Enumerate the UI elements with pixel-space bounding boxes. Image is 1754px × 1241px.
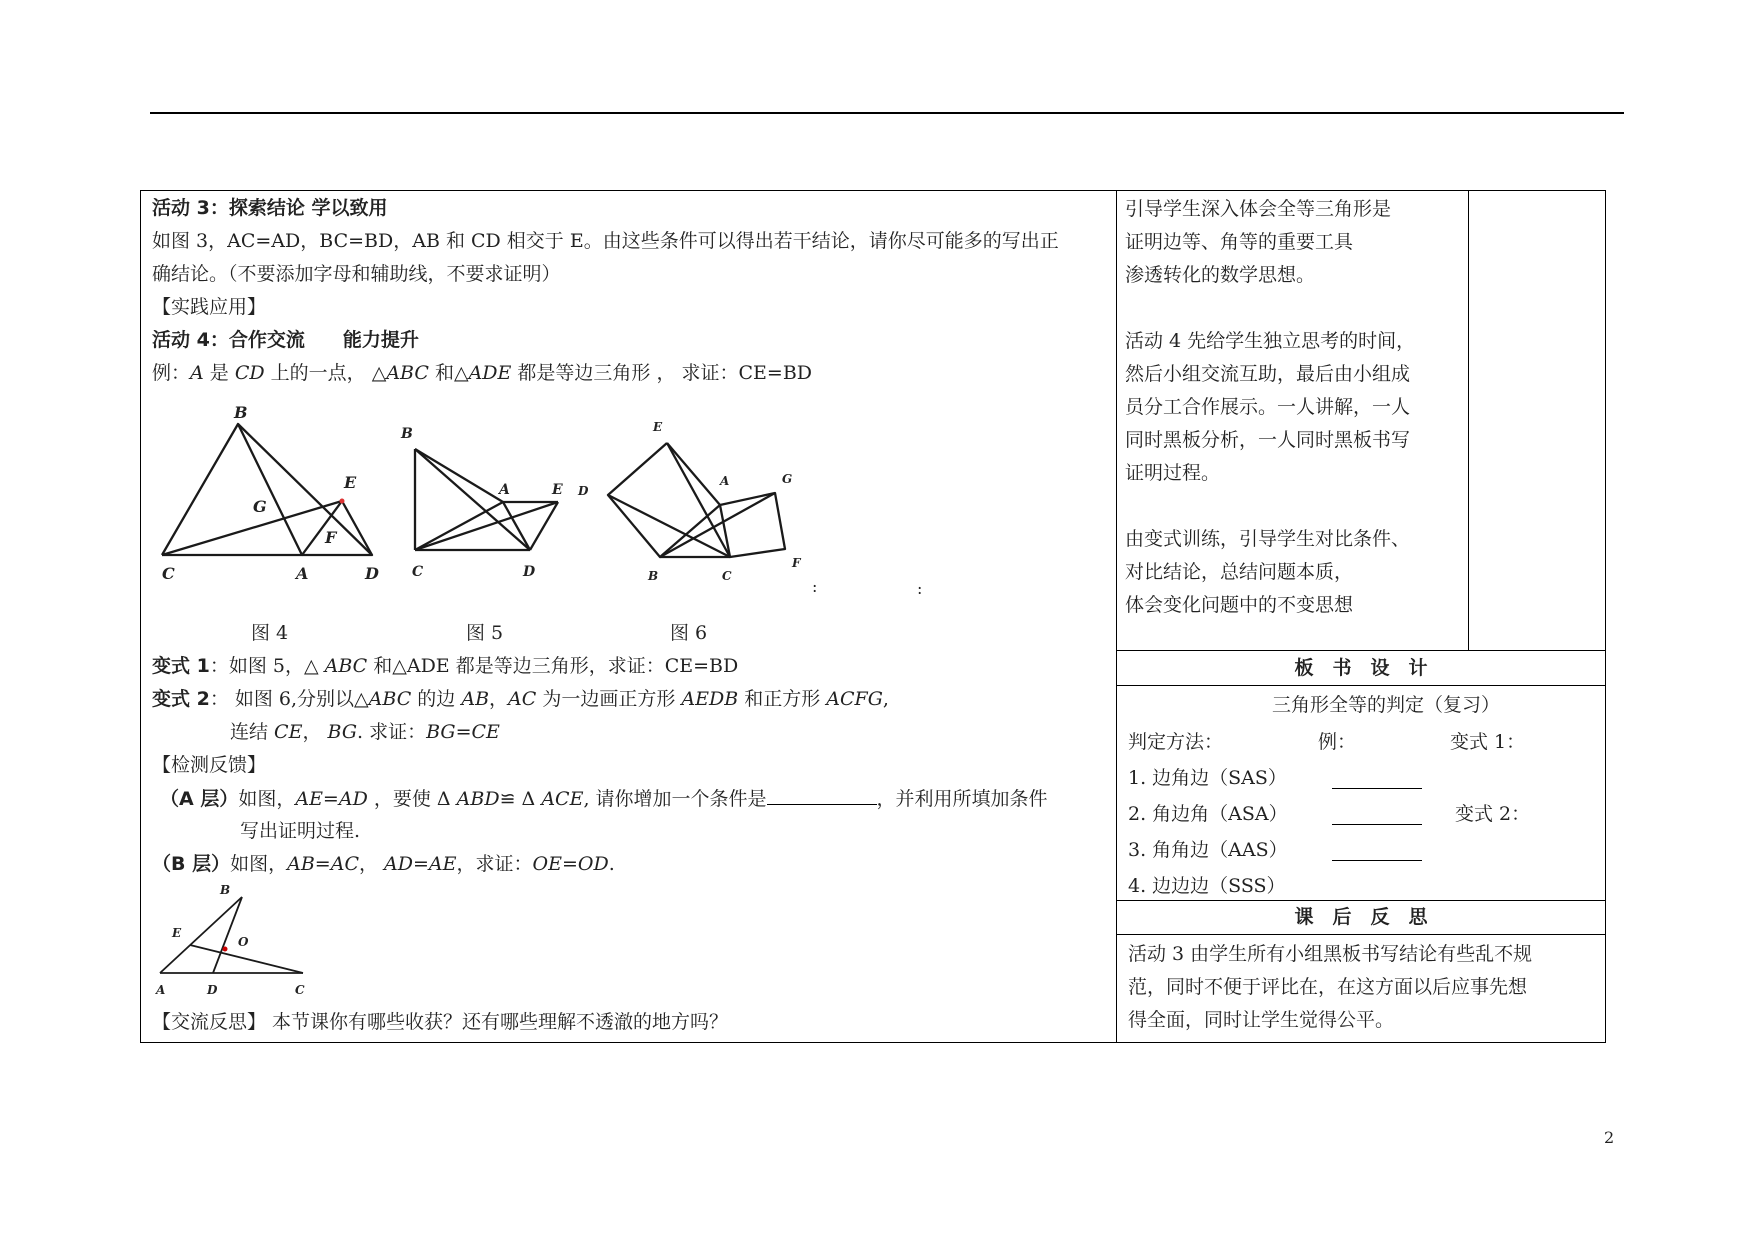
example-is: 是 bbox=[203, 362, 235, 384]
fig5-label-b: B bbox=[401, 426, 413, 442]
figure-6-caption: 图 6 bbox=[670, 622, 708, 644]
variant1-problem bbox=[152, 654, 738, 678]
variant1-triangle-abc: ABC bbox=[324, 655, 368, 677]
teaching-note-line: 同时黑板分析，一人同时黑板书写 bbox=[1125, 429, 1411, 451]
level-a-text2: ，要使 Δ bbox=[367, 788, 457, 810]
figure-5 bbox=[395, 420, 585, 590]
header-rule bbox=[150, 112, 1624, 114]
activity3-title: 活动 3：探索结论 学以致用 bbox=[152, 197, 388, 219]
activity3-text-line1: 如图 3，AC=AD，BC=BD，AB 和 CD 相交于 E。由这些条件可以得出若干结论，请你尽可能多的写出正 bbox=[152, 230, 1059, 252]
level-b-condition2: AD=AE bbox=[384, 853, 457, 875]
example-segment-cd: CD bbox=[234, 362, 265, 384]
reflection-prompt: 【交流反思】 本节课你有哪些收获？还有哪些理解不透澈的地方吗？ bbox=[152, 1011, 729, 1033]
level-b-text1: 如图， bbox=[230, 853, 288, 875]
teaching-note-line: 引导学生深入体会全等三角形是 bbox=[1125, 198, 1392, 220]
variant2-edge: 的边 bbox=[411, 688, 462, 710]
board-method-label: 判定方法： bbox=[1128, 731, 1224, 753]
level-a-triangle-ace: ACE bbox=[541, 788, 584, 810]
example-point-a: A bbox=[190, 362, 204, 384]
fig4-label-b: B bbox=[234, 403, 248, 422]
teaching-note-line: 对比结论，总结问题本质， bbox=[1125, 561, 1354, 583]
variant2-side-ac: AC bbox=[508, 688, 537, 710]
figure-6 bbox=[570, 415, 820, 595]
teaching-note-line: 证明过程。 bbox=[1125, 462, 1221, 484]
level-a-label: （A 层） bbox=[160, 788, 239, 810]
variant2-prove: . 求证： bbox=[357, 721, 427, 743]
small-fig-label-e: E bbox=[172, 926, 182, 940]
after-class-reflection-heading: 课 后 反 思 bbox=[1294, 906, 1428, 928]
fig4-label-a: A bbox=[296, 564, 309, 583]
teaching-note-line: 然后小组交流互助，最后由小组成 bbox=[1125, 363, 1411, 385]
fig5-label-a: A bbox=[499, 482, 510, 498]
teaching-note-line: 由变式训练，引导学生对比条件、 bbox=[1125, 528, 1411, 550]
variant2-goal: BG=CE bbox=[426, 721, 500, 743]
board-method-item: 1. 边角边（SAS） bbox=[1128, 767, 1287, 789]
feedback-heading: 【检测反馈】 bbox=[152, 754, 267, 776]
variant1-label: 变式 1 bbox=[152, 655, 210, 677]
fig6-label-g: G bbox=[782, 472, 793, 486]
figure-4 bbox=[150, 400, 390, 590]
board-design-heading: 板 书 设 计 bbox=[1294, 657, 1428, 679]
variant1-suffix: 和△ADE 都是等边三角形，求证：CE=BD bbox=[367, 655, 739, 677]
variant2-square-aedb: AEDB bbox=[681, 688, 739, 710]
level-b-end: . bbox=[608, 853, 615, 875]
fig5-label-d: D bbox=[523, 564, 536, 580]
reflection-heading-rule bbox=[1116, 934, 1606, 935]
teaching-note-line bbox=[1125, 292, 1465, 325]
variant2-triangle-abc: ABC bbox=[368, 688, 412, 710]
example-suffix: 都是等边三角形 ， 求证：CE=BD bbox=[511, 362, 813, 384]
example-triangle-ade: ADE bbox=[468, 362, 512, 384]
fig6-label-d: D bbox=[578, 484, 589, 498]
teaching-notes bbox=[1125, 193, 1465, 622]
board-method-item: 2. 角边角（ASA） bbox=[1128, 803, 1288, 825]
fig6-label-f: F bbox=[792, 556, 801, 570]
page-number: 2 bbox=[1604, 1128, 1615, 1147]
level-a-problem-line1 bbox=[160, 786, 1048, 811]
board-design-heading-rule bbox=[1116, 685, 1606, 686]
reflection-top-rule bbox=[1116, 900, 1606, 901]
fig5-label-c: C bbox=[412, 564, 424, 580]
fig4-label-g: G bbox=[253, 497, 267, 516]
fig4-label-c: C bbox=[162, 564, 175, 583]
board-variant1-label: 变式 1： bbox=[1450, 731, 1526, 753]
variant1-prefix: ：如图 5，△ bbox=[209, 655, 325, 677]
example-problem bbox=[152, 361, 812, 385]
teaching-note-line: 体会变化问题中的不变思想 bbox=[1125, 594, 1354, 616]
board-design-title: 三角形全等的判定（复习） bbox=[1272, 694, 1501, 716]
variant2-and: 和正方形 bbox=[738, 688, 827, 710]
notes-column-divider bbox=[1468, 190, 1469, 650]
variant2-prefix: ： 如图 6,分别以△ bbox=[209, 688, 369, 710]
after-class-reflection-line: 得全面，同时让学生觉得公平。 bbox=[1128, 1009, 1395, 1031]
small-fig-label-a: A bbox=[156, 983, 166, 997]
level-b-condition1: AB=AC bbox=[287, 853, 359, 875]
teaching-note-line: 渗透转化的数学思想。 bbox=[1125, 264, 1316, 286]
level-b-label: （B 层） bbox=[152, 853, 231, 875]
fig4-label-e: E bbox=[344, 473, 357, 492]
board-example-label: 例： bbox=[1318, 731, 1357, 753]
teaching-note-line bbox=[1125, 490, 1465, 523]
teaching-note-line: 活动 4 先给学生独立思考的时间， bbox=[1125, 330, 1416, 352]
example-mid: 上的一点， △ bbox=[264, 362, 387, 384]
fig6-label-e: E bbox=[653, 420, 663, 434]
figure-5-caption: 图 5 bbox=[466, 622, 504, 644]
variant2-problem-line1 bbox=[152, 687, 889, 711]
example-prefix: 例： bbox=[152, 362, 191, 384]
variant2-side-ab: AB bbox=[461, 688, 490, 710]
level-a-text4: ，并利用所填加条件 bbox=[876, 788, 1048, 810]
board-variant2-label: 变式 2： bbox=[1455, 803, 1531, 825]
variant2-square-acfg: ACFG bbox=[826, 688, 883, 710]
practice-heading: 【实践应用】 bbox=[152, 296, 267, 318]
teaching-note-line: 员分工合作展示。一人讲解，一人 bbox=[1125, 396, 1411, 418]
variant2-problem-line2 bbox=[230, 720, 500, 744]
level-a-text3: , 请你增加一个条件是 bbox=[583, 788, 767, 810]
fig6-label-a: A bbox=[720, 474, 730, 488]
board-method-item: 3. 角角边（AAS） bbox=[1128, 839, 1288, 861]
example-triangle-abc: ABC bbox=[386, 362, 429, 384]
small-fig-label-c: C bbox=[295, 983, 305, 997]
colon-mark-1: : bbox=[812, 577, 818, 596]
after-class-reflection-line: 范，同时不便于评比在，在这方面以后应事先想 bbox=[1128, 976, 1528, 998]
small-fig-label-b: B bbox=[220, 883, 231, 897]
level-b-sep: ， bbox=[359, 853, 385, 875]
small-fig-label-o: O bbox=[238, 935, 249, 949]
colon-mark-2: : bbox=[917, 579, 923, 598]
fig5-label-e: E bbox=[552, 482, 563, 498]
level-b-goal: OE=OD bbox=[532, 853, 609, 875]
level-a-problem-line2: 写出证明过程. bbox=[240, 820, 361, 842]
figure-4-caption: 图 4 bbox=[251, 622, 289, 644]
fig4-label-d: D bbox=[365, 564, 379, 583]
board-method-blank[interactable] bbox=[1332, 842, 1422, 861]
level-a-answer-blank[interactable] bbox=[767, 786, 877, 805]
variant2-mid: 为一边画正方形 bbox=[536, 688, 682, 710]
figure-level-b bbox=[150, 880, 320, 1000]
fig6-label-c: C bbox=[722, 569, 732, 583]
level-a-congruent: ≌ Δ bbox=[499, 788, 542, 810]
board-method-blank[interactable] bbox=[1332, 806, 1422, 825]
variant2-segment-bg: BG bbox=[327, 721, 358, 743]
board-design-top-rule bbox=[1116, 650, 1606, 651]
small-fig-label-d: D bbox=[207, 983, 218, 997]
level-b-problem bbox=[152, 852, 615, 876]
board-method-blank[interactable] bbox=[1332, 770, 1422, 789]
fig6-label-b: B bbox=[648, 569, 659, 583]
level-a-text1: 如图， bbox=[238, 788, 296, 810]
variant2-line2-prefix: 连结 bbox=[230, 721, 275, 743]
fig4-label-f: F bbox=[325, 528, 337, 547]
activity3-text-line2: 确结论。（不要添加字母和辅助线，不要求证明） bbox=[152, 263, 561, 285]
variant2-label: 变式 2 bbox=[152, 688, 210, 710]
after-class-reflection-line: 活动 3 由学生所有小组黑板书写结论有些乱不规 bbox=[1128, 943, 1533, 965]
variant2-segment-ce: CE bbox=[274, 721, 303, 743]
teaching-note-line: 证明边等、角等的重要工具 bbox=[1125, 231, 1354, 253]
level-b-text2: ，求证： bbox=[456, 853, 533, 875]
level-a-condition: AE=AD bbox=[295, 788, 368, 810]
variant2-sep: ， bbox=[302, 721, 328, 743]
variant2-end: , bbox=[882, 688, 889, 710]
level-a-triangle-abd: ABD bbox=[456, 788, 500, 810]
activity4-title: 活动 4：合作交流 能力提升 bbox=[152, 329, 419, 351]
variant2-comma: ， bbox=[489, 688, 509, 710]
example-and: 和△ bbox=[428, 362, 469, 384]
board-method-item: 4. 边边边（SSS） bbox=[1128, 875, 1286, 897]
